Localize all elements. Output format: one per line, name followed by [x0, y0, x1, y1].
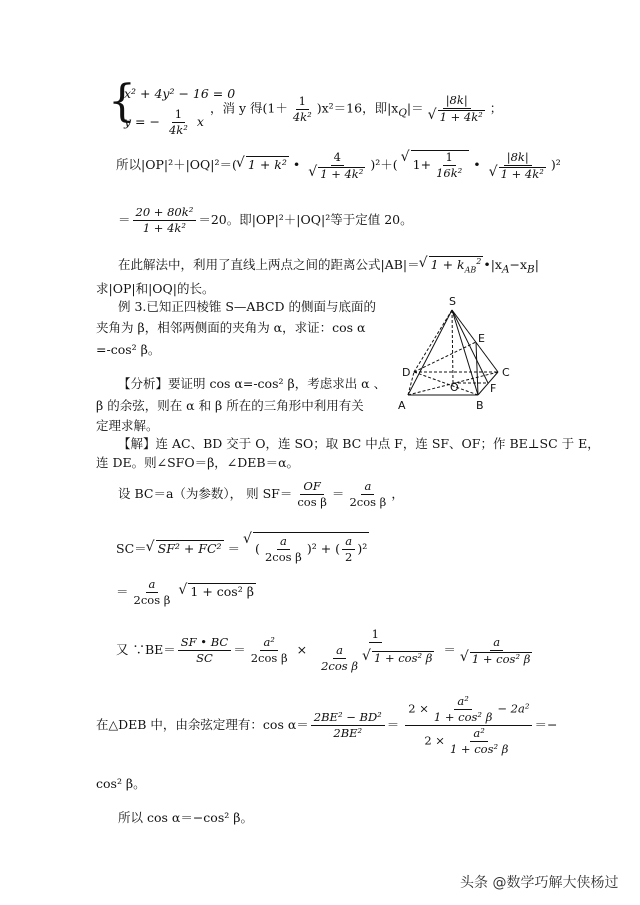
label-A: A [398, 399, 406, 412]
set-bc-line: 设 BC＝a（为参数）， 则 SF＝ $\frac{OF}{\text{cos β}}$ ＝ $\frac{a}{\text{2cos β}}$ ， [118, 479, 404, 509]
system-eq2: y = − $\frac{1}{\text{4k²}}$ x [124, 107, 204, 137]
constant-value-line: ＝ $\frac{\text{20 + 80k²}}{\text{1 + 4k²}}$ ＝20。即|OP|²＋|OQ|²等于定值 20。 [118, 205, 413, 235]
label-O: O [450, 381, 459, 394]
label-S: S [449, 295, 456, 308]
distance-formula-paragraph-line2: 求|OP|和|OQ|的长。 [96, 281, 215, 296]
label-B: B [476, 399, 484, 412]
example-line-1: 例 3.已知正四棱锥 S—ABCD 的侧面与底面的 [118, 299, 376, 314]
analysis-line-3: 定理求解。 [96, 418, 159, 433]
label-F: F [490, 382, 497, 395]
pyramid-figure [390, 292, 520, 417]
edge-SC [452, 310, 498, 372]
cosine-law-line-2: cos² β。 [96, 776, 146, 791]
sc-line: SC＝√ SF² + FC² ＝ √ ( $\frac{a}{\text{2cos β}}$ )² + ( $\frac{a}{2}$ )² [116, 532, 369, 564]
final-conclusion: 所以 cos α＝−cos² β。 [118, 810, 253, 825]
analysis-line-2: β 的余弦，则在 α 和 β 所在的三角形中利用有关 [96, 398, 364, 413]
example-line-3: =-cos² β。 [96, 342, 161, 357]
line-SO [452, 310, 453, 383]
label-D: D [402, 366, 411, 379]
analysis-line-1: 【分析】要证明 cos α=-cos² β，考虑求出 α 、 [118, 376, 387, 391]
line-BE [476, 342, 478, 395]
sc-simplified-line: ＝ $\frac{a}{\text{2cos β}}$ √ 1 + cos² β [116, 578, 256, 607]
be-line: 又 ∵BE＝ $\frac{SF • BC}{SC}$ ＝ $\frac{\text{a²}}{\text{2cos β}}$ × 1 $\frac{a}{\text{2cos β}}$ √ 1 + cos² β ＝ a √ 1 + cos² β [116, 628, 537, 673]
watermark: 头条 @数学巧解大侠杨过 [460, 875, 619, 891]
cosine-law-line: 在△DEB 中，由余弦定理有：cos α＝ $\frac{\text{2BE² − BD²}}{\text{2BE²}}$ ＝ 2 × $\frac{\text{a²}}{\text{1 + cos² β}}$ − 2a² 2 × $\frac{\text{a²}}{\text{1 + cos² β}}$ ＝− [96, 694, 558, 756]
label-E: E [478, 332, 485, 345]
system-eq1: x² + 4y² − 16 = 0 [124, 86, 236, 101]
left-brace: { [108, 76, 136, 127]
edge-SA [408, 310, 452, 395]
distance-formula-paragraph: 在此解法中，利用了直线上两点之间的距离公式|AB|＝√ $1 + k_{AB}^2$ $•|x_A-x_B|$ [118, 255, 539, 276]
example-line-2: 夹角为 β，相邻两侧面的夹角为 α，求证：cos α [96, 320, 366, 335]
sum-squares-line: 所以|OP|²＋|OQ|²＝(√ 1 + k² • 4 √ 1 + 4k² )²＋( √ 1+ $\frac{1}{\text{16k²}}$ • |8k| √ 1 + 4k² )² [116, 150, 561, 181]
label-C: C [502, 366, 510, 379]
solution-line-2: 连 DE。则∠SFO＝β，∠DEB＝α。 [96, 455, 300, 470]
system-result: ，消 y 得(1＋ $\frac{1}{\text{4k²}}$ )x²＝16，即$|x_Q|=$ |8k| √ 1 + 4k² ； [210, 94, 502, 124]
solution-line-1: 【解】连 AC、BD 交于 O，连 SO；取 BC 中点 F，连 SF、OF；作 BE⊥SC 于 E， [118, 436, 600, 451]
